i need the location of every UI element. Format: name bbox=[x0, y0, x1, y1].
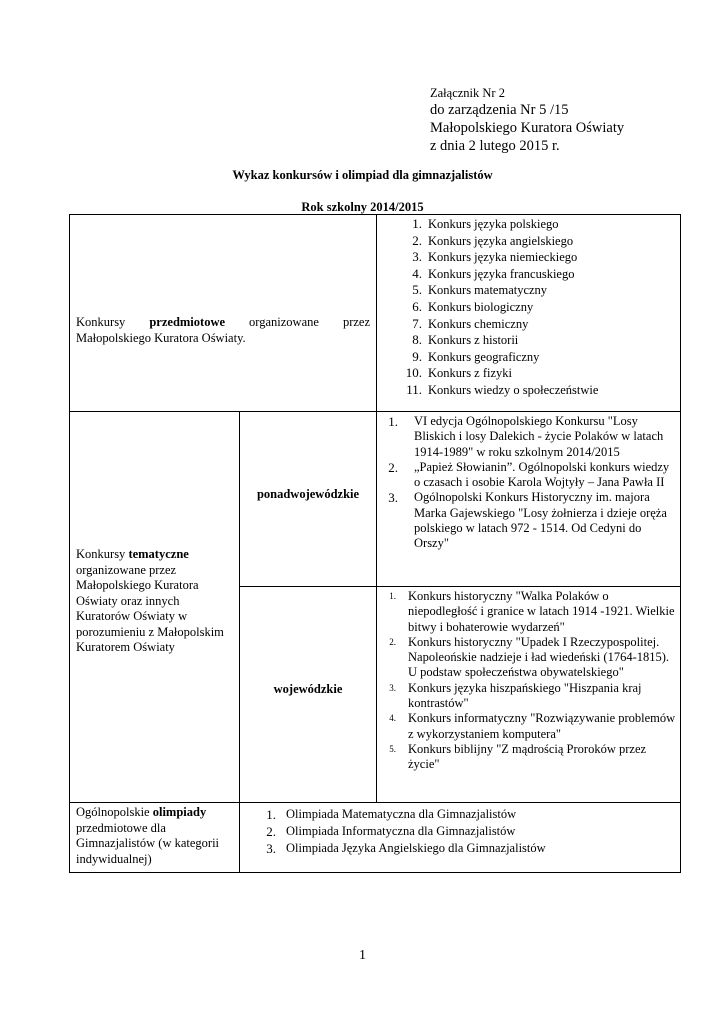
list-item-number: 2. bbox=[412, 232, 422, 248]
list-item-number: 2. bbox=[388, 459, 398, 475]
list-item bbox=[384, 681, 676, 712]
list-item-text: Konkurs z historii bbox=[428, 333, 519, 348]
list-item-number: 9. bbox=[412, 348, 422, 364]
list-item-number: 3. bbox=[266, 841, 276, 856]
list-item bbox=[384, 711, 676, 742]
subject-contests-list bbox=[384, 216, 676, 399]
regulation-number: do zarządzenia Nr 5 /15 bbox=[430, 102, 569, 118]
list-item bbox=[384, 414, 676, 460]
list-item bbox=[384, 249, 676, 266]
list-item-text: Konkurs języka polskiego bbox=[428, 217, 559, 231]
list-item bbox=[384, 233, 676, 250]
list-item-text: VI edycja Ogólnopolskiego Konkursu "Losy Bliskich i losy Dalekich - życie Polaków w latach 1914-1989" w roku szkolnym 2014/2015 bbox=[414, 414, 664, 459]
list-item-number: 1. bbox=[388, 414, 398, 429]
list-item-text: Konkurs z fizyki bbox=[428, 366, 513, 381]
list-item-text: Konkurs biologiczny bbox=[428, 299, 534, 314]
regional-label: wojewódzkie bbox=[273, 682, 343, 696]
issue-date: z dnia 2 lutego 2015 r. bbox=[430, 138, 560, 154]
document-title: Wykaz konkursów i olimpiad dla gimnazjalistów bbox=[232, 168, 493, 182]
list-item-number: 1. bbox=[266, 807, 276, 822]
list-item bbox=[384, 349, 676, 366]
list-item bbox=[384, 266, 676, 283]
list-item-text: Konkurs matematyczny bbox=[428, 283, 548, 298]
list-item-number: 3. bbox=[412, 249, 422, 265]
list-item-text: Konkurs języka angielskiego bbox=[428, 233, 574, 248]
annex-number: Załącznik Nr 2 bbox=[430, 86, 505, 100]
list-item-number: 3. bbox=[388, 490, 398, 506]
list-item-number: 5. bbox=[389, 743, 396, 754]
list-item-text: „Papież Słowianin”. Ogólnopolski konkurs wiedzy o czasach i osobie Karola Wojtyły – Jana Pawła II bbox=[414, 459, 670, 490]
list-item-text: Konkurs języka francuskiego bbox=[428, 266, 575, 281]
list-item bbox=[246, 806, 676, 823]
list-item-text: Konkurs języka niemieckiego bbox=[428, 250, 578, 265]
list-item bbox=[384, 282, 676, 299]
subject-contests-label: Konkursy przedmiotowe organizowane przez Małopolskiego Kuratora Oświaty. bbox=[76, 315, 371, 345]
list-item-text: Olimpiada Matematyczna dla Gimnazjalistów bbox=[286, 807, 517, 821]
supra-regional-list bbox=[384, 414, 676, 552]
list-item-number: 3. bbox=[389, 682, 396, 693]
list-item-text: Konkurs chemiczny bbox=[428, 316, 529, 331]
list-item-number: 2. bbox=[389, 636, 396, 647]
supra-regional-label: ponadwojewódzkie bbox=[256, 487, 360, 501]
list-item-text: Ogólnopolski Konkurs Historyczny im. majora Marka Gajewskiego "Losy żołnierza i dzieje oręża polskiego w latach 972 - 1514. Od Cedyni do Orszy" bbox=[414, 490, 667, 551]
school-year: Rok szkolny 2014/2015 bbox=[301, 200, 424, 214]
list-item-text: Konkurs biblijny "Z mądrością Proroków przez życie" bbox=[408, 741, 647, 772]
list-item bbox=[384, 742, 676, 773]
list-item-text: Olimpiada Informatyczna dla Gimnazjalistów bbox=[286, 824, 516, 838]
list-item-number: 4. bbox=[412, 265, 422, 281]
list-item bbox=[384, 490, 676, 551]
list-item-text: Konkurs informatyczny "Rozwiązywanie problemów z wykorzystaniem komputera" bbox=[408, 711, 676, 741]
list-item-number: 10. bbox=[405, 365, 422, 381]
list-item bbox=[384, 382, 676, 399]
list-item bbox=[246, 840, 676, 857]
list-item-number: 7. bbox=[412, 315, 422, 331]
olympiads-label: Ogólnopolskie olimpiady przedmiotowe dla Gimnazjalistów (w kategorii indywidualnej) bbox=[76, 805, 220, 866]
list-item-number: 11. bbox=[406, 381, 422, 397]
list-item-number: 8. bbox=[412, 332, 422, 348]
list-item bbox=[384, 332, 676, 349]
list-item-text: Konkurs historyczny "Walka Polaków o niepodległość i granice w latach 1914 -1921. Wielkie bitwy i bohaterowie wydarzeń" bbox=[408, 589, 675, 634]
issuer: Małopolskiego Kuratora Oświaty bbox=[430, 120, 625, 136]
list-item-number: 6. bbox=[412, 298, 422, 314]
olympiads-list bbox=[246, 806, 676, 857]
list-item-text: Olimpiada Języka Angielskiego dla Gimnazjalistów bbox=[286, 841, 546, 855]
list-item-number: 5. bbox=[412, 282, 422, 298]
list-item bbox=[384, 635, 676, 681]
list-item bbox=[384, 460, 676, 491]
page-number: 1 bbox=[359, 948, 366, 963]
list-item bbox=[384, 316, 676, 333]
list-item-number: 4. bbox=[389, 713, 396, 724]
list-item-text: Konkurs wiedzy o społeczeństwie bbox=[428, 382, 599, 397]
list-item bbox=[384, 589, 676, 635]
regional-list bbox=[384, 589, 676, 773]
list-item-text: Konkurs geograficzny bbox=[428, 349, 540, 364]
thematic-contests-label: Konkursy tematyczne organizowane przez Małopolskiego Kuratora Oświaty oraz innych Kuratorów Oświaty w porozumieniu z Małopolskim Kuratorem Oświaty bbox=[76, 547, 224, 654]
list-item-text: Konkurs języka hiszpańskiego "Hiszpania kraj kontrastów" bbox=[408, 680, 642, 711]
list-item-number: 1. bbox=[412, 216, 422, 231]
list-item-number: 2. bbox=[266, 824, 276, 839]
list-item bbox=[384, 216, 676, 233]
list-item-text: Konkurs historyczny "Upadek I Rzeczypospolitej. Napoleońskie nadzieje i ład wiedeński (1764-1815). U podstaw społeczeństwa obywatelskiego" bbox=[408, 634, 670, 680]
list-item-number: 1. bbox=[389, 591, 396, 601]
list-item bbox=[384, 365, 676, 382]
list-item bbox=[384, 299, 676, 316]
list-item bbox=[246, 823, 676, 840]
